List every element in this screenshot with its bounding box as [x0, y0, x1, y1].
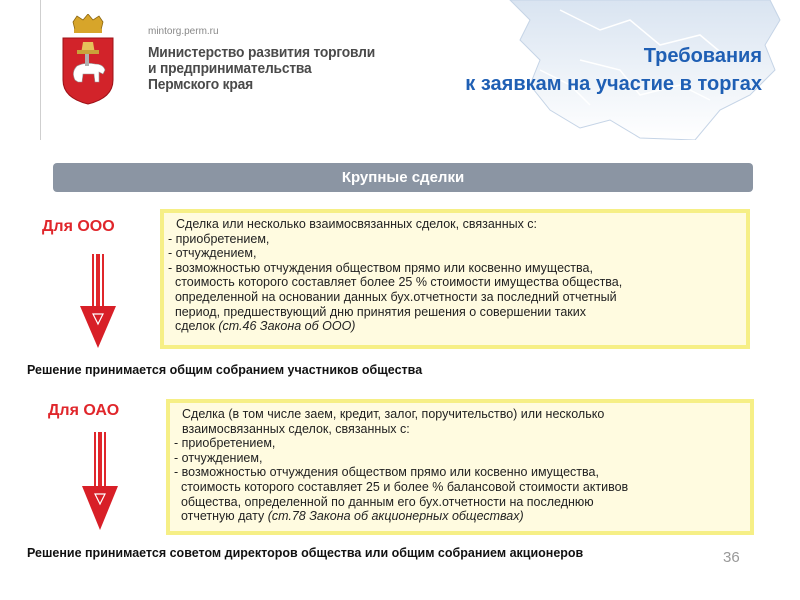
- ministry-line-2: и предпринимательства: [148, 60, 312, 77]
- ooo-label: Для ООО: [42, 218, 115, 235]
- oao-line-7: общества, определенной по данным его бух.отчетности на последнюю: [174, 494, 594, 509]
- down-arrow-icon: [80, 432, 120, 532]
- site-url: mintorg.perm.ru: [148, 26, 219, 37]
- header-divider: [40, 0, 41, 140]
- title-line-2: к заявкам на участие в торгах: [465, 73, 762, 95]
- oao-line-2: взаимосвязанных сделок, связанных с:: [182, 421, 410, 436]
- ooo-line-2: - приобретением,: [168, 231, 270, 246]
- ooo-line-7: период, предшествующий дню принятия решения о совершении таких: [168, 304, 586, 319]
- perm-coat-of-arms-logo: [55, 14, 121, 106]
- ministry-line-3: Пермского края: [148, 76, 254, 93]
- ooo-line-4: - возможностью отчуждения обществом прямо или косвенно имущества,: [168, 260, 593, 275]
- ooo-line-3: - отчуждением,: [168, 246, 257, 261]
- ooo-law-reference: (ст.46 Закона об ООО): [218, 319, 356, 334]
- ministry-line-1: Министерство развития торговли: [148, 44, 376, 61]
- ooo-line-8: [168, 319, 738, 334]
- oao-conditions-box: [166, 399, 754, 535]
- oao-line-1: Сделка (в том числе заем, кредит, залог, поручительство) или несколько: [182, 407, 605, 421]
- ooo-conditions-box: [160, 209, 750, 349]
- oao-decision: Решение принимается советом директоров общества или общим собранием акционеров: [27, 546, 584, 560]
- oao-label: Для ОАО: [48, 402, 120, 419]
- ooo-line-5: стоимость которого составляет более 25 % стоимости имущества общества,: [168, 275, 623, 290]
- oao-line-3: - приобретением,: [174, 436, 276, 451]
- oao-line-8-text: отчетную дату: [174, 509, 268, 524]
- oao-law-reference: (ст.78 Закона об акционерных обществах): [267, 509, 524, 524]
- down-arrow-icon: [78, 254, 118, 350]
- section-heading: Крупные сделки: [53, 163, 753, 192]
- ooo-decision: Решение принимается общим собранием участников общества: [27, 363, 423, 377]
- oao-line-8: [174, 509, 742, 524]
- oao-line-4: - отчуждением,: [174, 450, 263, 465]
- ooo-line-8-text: сделок: [168, 319, 219, 334]
- page-number: 36: [723, 549, 740, 566]
- ministry-name: [148, 45, 375, 93]
- ooo-line-6: определенной на основании данных бух.отчетности за последний отчетный: [168, 289, 617, 304]
- oao-line-6: стоимость которого составляет 25 и более % балансовой стоимости активов: [174, 479, 629, 494]
- oao-line-5: - возможностью отчуждения обществом прямо или косвенно имущества,: [174, 465, 599, 480]
- page-title: [465, 42, 762, 98]
- title-line-1: Требования: [643, 45, 762, 67]
- ooo-line-1: Сделка или несколько взаимосвязанных сделок, связанных с:: [176, 217, 538, 231]
